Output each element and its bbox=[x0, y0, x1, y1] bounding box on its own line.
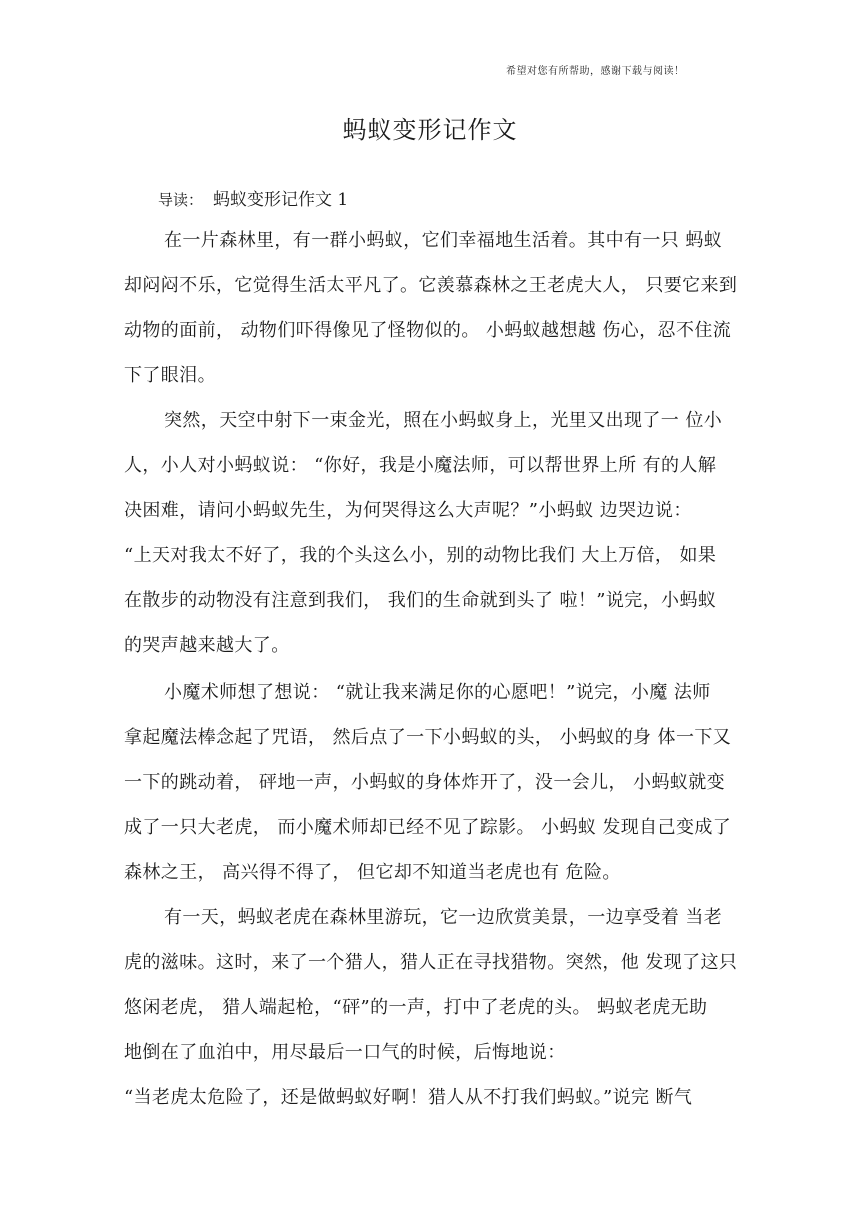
text-line: 一下的跳动着， 砰地一声，小蚂蚁的身体炸开了，没一会儿， 小蚂蚁就变 bbox=[124, 772, 726, 793]
text-line: 的哭声越来越大了。 bbox=[124, 635, 290, 656]
text-line: “当老虎太危险了，还是做蚂蚁好啊！猎人从不打我们蚂蚁。”说完 断气 bbox=[124, 1087, 693, 1108]
text-line: 悠闲老虎， 猎人端起枪，“砰”的一声，打中了老虎的头。 蚂蚁老虎无助 bbox=[124, 997, 708, 1018]
text-line: “上天对我太不好了，我的个头这么小，别的动物比我们 大上万倍， 如果 bbox=[124, 545, 717, 566]
text-line: 决困难，请问小蚂蚁先生，为何哭得这么大声呢？”小蚂蚁 边哭边说： bbox=[124, 500, 692, 521]
text-line: 小魔术师想了想说： “就让我来满足你的心愿吧！”说完，小魔 法师 bbox=[164, 682, 711, 703]
intro-value: 蚂蚁变形记作文 1 bbox=[213, 190, 349, 210]
text-line: 在散步的动物没有注意到我们， 我们的生命就到头了 啦！”说完，小蚂蚁 bbox=[124, 590, 717, 611]
text-line: 成了一只大老虎， 而小魔术师却已经不见了踪影。 小蚂蚁 发现自己变成了 bbox=[124, 817, 732, 838]
text-line: 拿起魔法棒念起了咒语， 然后点了一下小蚂蚁的头， 小蚂蚁的身 体一下又 bbox=[124, 727, 732, 748]
text-line: 下了眼泪。 bbox=[124, 365, 216, 386]
intro-label: 导读： bbox=[158, 191, 204, 209]
text-line: 突然，天空中射下一束金光，照在小蚂蚁身上，光里又出现了一 位小 bbox=[164, 410, 723, 431]
text-line: 有一天，蚂蚁老虎在森林里游玩，它一边欣赏美景，一边享受着 当老 bbox=[164, 907, 723, 928]
text-line: 却闷闷不乐，它觉得生活太平凡了。它羡慕森林之王老虎大人， 只要它来到 bbox=[124, 275, 738, 296]
document-title: 蚂蚁变形记作文 bbox=[342, 116, 518, 144]
text-line: 虎的滋味。这时，来了一个猎人，猎人正在寻找猎物。突然，他 发现了这只 bbox=[124, 952, 738, 973]
text-line: 森林之王， 高兴得不得了， 但它却不知道当老虎也有 危险。 bbox=[124, 862, 621, 883]
text-line: 在一片森林里，有一群小蚂蚁，它们幸福地生活着。其中有一只 蚂蚁 bbox=[164, 230, 723, 251]
intro-line bbox=[158, 185, 348, 210]
text-line: 动物的面前， 动物们吓得像见了怪物似的。 小蚂蚁越想越 伤心，忍不住流 bbox=[124, 320, 732, 341]
text-line: 地倒在了血泊中，用尽最后一口气的时候，后悔地说： bbox=[124, 1042, 566, 1063]
text-line: 人，小人对小蚂蚁说： “你好，我是小魔法师，可以帮世界上所 有的人解 bbox=[124, 455, 717, 476]
header-note: 希望对您有所帮助，感谢下载与阅读！ bbox=[506, 66, 685, 77]
